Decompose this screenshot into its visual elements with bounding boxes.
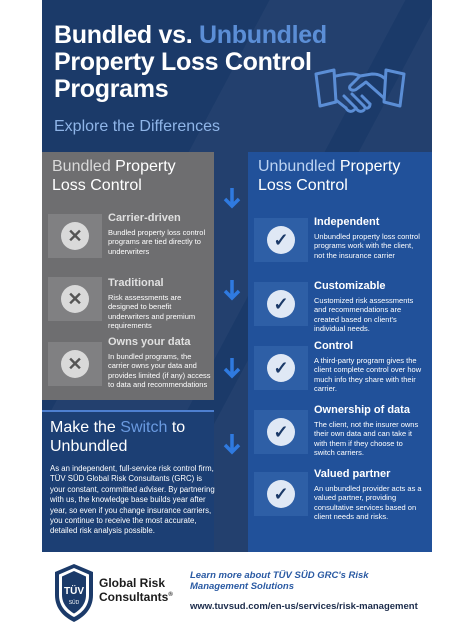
item-heading: Ownership of data [314, 404, 410, 416]
arrow-down-icon [222, 278, 242, 302]
check-icon: ✓ [267, 480, 295, 508]
icon-box [48, 214, 102, 258]
logo-line-text: Consultants [99, 590, 169, 604]
unbundled-item [248, 278, 432, 338]
icon-box [48, 277, 102, 321]
subtitle: Explore the Differences [54, 118, 221, 135]
item-heading: Traditional [108, 277, 164, 289]
item-heading: Owns your data [108, 336, 191, 348]
logo-line: Global Risk [99, 576, 166, 590]
logo-line [99, 589, 173, 603]
check-icon: ✓ [267, 354, 295, 382]
item-description: Bundled property loss control programs are tied directly to underwriters [108, 228, 206, 256]
check-icon: ✓ [267, 418, 295, 446]
bundled-item [42, 273, 214, 333]
item-heading: Carrier-driven [108, 212, 181, 224]
title-text: Bundled vs. [54, 21, 193, 49]
unbundled-item [248, 214, 432, 274]
icon-box [254, 410, 308, 454]
check-icon: ✓ [267, 226, 295, 254]
logo-badge-text: TÜV [64, 586, 84, 597]
check-icon: ✓ [267, 290, 295, 318]
item-description: An unbundled provider acts as a valued partner, providing consultative services based on client needs and risks. [314, 484, 422, 521]
arrow-down-icon [222, 432, 242, 456]
bundled-panel [42, 152, 214, 400]
item-description: Customized risk assessments and recommendations are created based on client's individual needs. [314, 296, 414, 333]
switch-section [42, 410, 214, 552]
icon-box [254, 472, 308, 516]
title-text: Property [115, 158, 176, 175]
bundled-item [42, 332, 214, 392]
title-accent: Unbundled [199, 21, 327, 49]
title-text: Programs [54, 75, 169, 103]
title-text: Unbundled [50, 438, 128, 455]
item-description: Unbundled property loss control programs work with the client, not the insurance carrier [314, 232, 420, 260]
title-text: Loss Control [258, 177, 348, 194]
item-heading: Customizable [314, 280, 386, 292]
learn-more-link[interactable]: Learn more about TÜV SÜD GRC's Risk Management Solutions [190, 570, 369, 592]
title-text: Property Loss Control [54, 48, 312, 76]
bundled-item [42, 210, 214, 270]
handshake-icon [312, 62, 408, 130]
x-icon: ✕ [61, 350, 89, 378]
title-text: Bundled [52, 158, 111, 175]
website-link[interactable]: www.tuvsud.com/en-us/services/risk-management [190, 601, 418, 612]
company-logo [99, 577, 173, 603]
logo-badge-subtext: SÜD [68, 600, 80, 606]
bundled-title [52, 157, 176, 195]
title-text: Make the [50, 419, 116, 436]
switch-title [50, 418, 185, 456]
infographic [42, 0, 432, 552]
title-accent: Switch [120, 419, 168, 436]
x-icon: ✕ [61, 222, 89, 250]
item-heading: Independent [314, 216, 380, 228]
unbundled-item [248, 338, 432, 398]
title-text: Property [339, 158, 401, 175]
title-text: Unbundled [258, 158, 336, 175]
item-heading: Control [314, 340, 354, 352]
title-text: Loss Control [52, 177, 142, 194]
unbundled-title [258, 157, 400, 195]
registered-mark: ® [168, 592, 173, 598]
page-title [54, 22, 354, 103]
arrow-down-icon [222, 356, 242, 380]
icon-box [254, 282, 308, 326]
icon-box [48, 342, 102, 386]
item-description: In bundled programs, the carrier owns your data and provides limited (if any) access to data and recommendations [108, 352, 211, 389]
unbundled-item [248, 402, 432, 462]
unbundled-item [248, 466, 432, 526]
unbundled-panel [248, 152, 432, 552]
item-description: A third-party program gives the client complete control over how much info they share with their carrier. [314, 356, 422, 393]
tuv-logo-icon [52, 563, 96, 623]
switch-description: As an independent, full-service risk control firm, TÜV SÜD Global Risk Consultants (GRC) is your constant, committed adviser. By partnering with us, the knowledge base builds year after year, so even if you change insurance carriers, you continue to receive the most accurate, detailed risk analysis possible. [50, 464, 215, 536]
item-description: Risk assessments are designed to benefit underwriters and premium requirements [108, 293, 196, 330]
item-heading: Valued partner [314, 468, 391, 480]
item-description: The client, not the insurer owns their own data and can take it with them if they choose to switch carriers. [314, 420, 419, 457]
arrow-down-icon [222, 186, 242, 210]
x-icon: ✕ [61, 285, 89, 313]
icon-box [254, 218, 308, 262]
title-text: to [171, 419, 186, 436]
icon-box [254, 346, 308, 390]
